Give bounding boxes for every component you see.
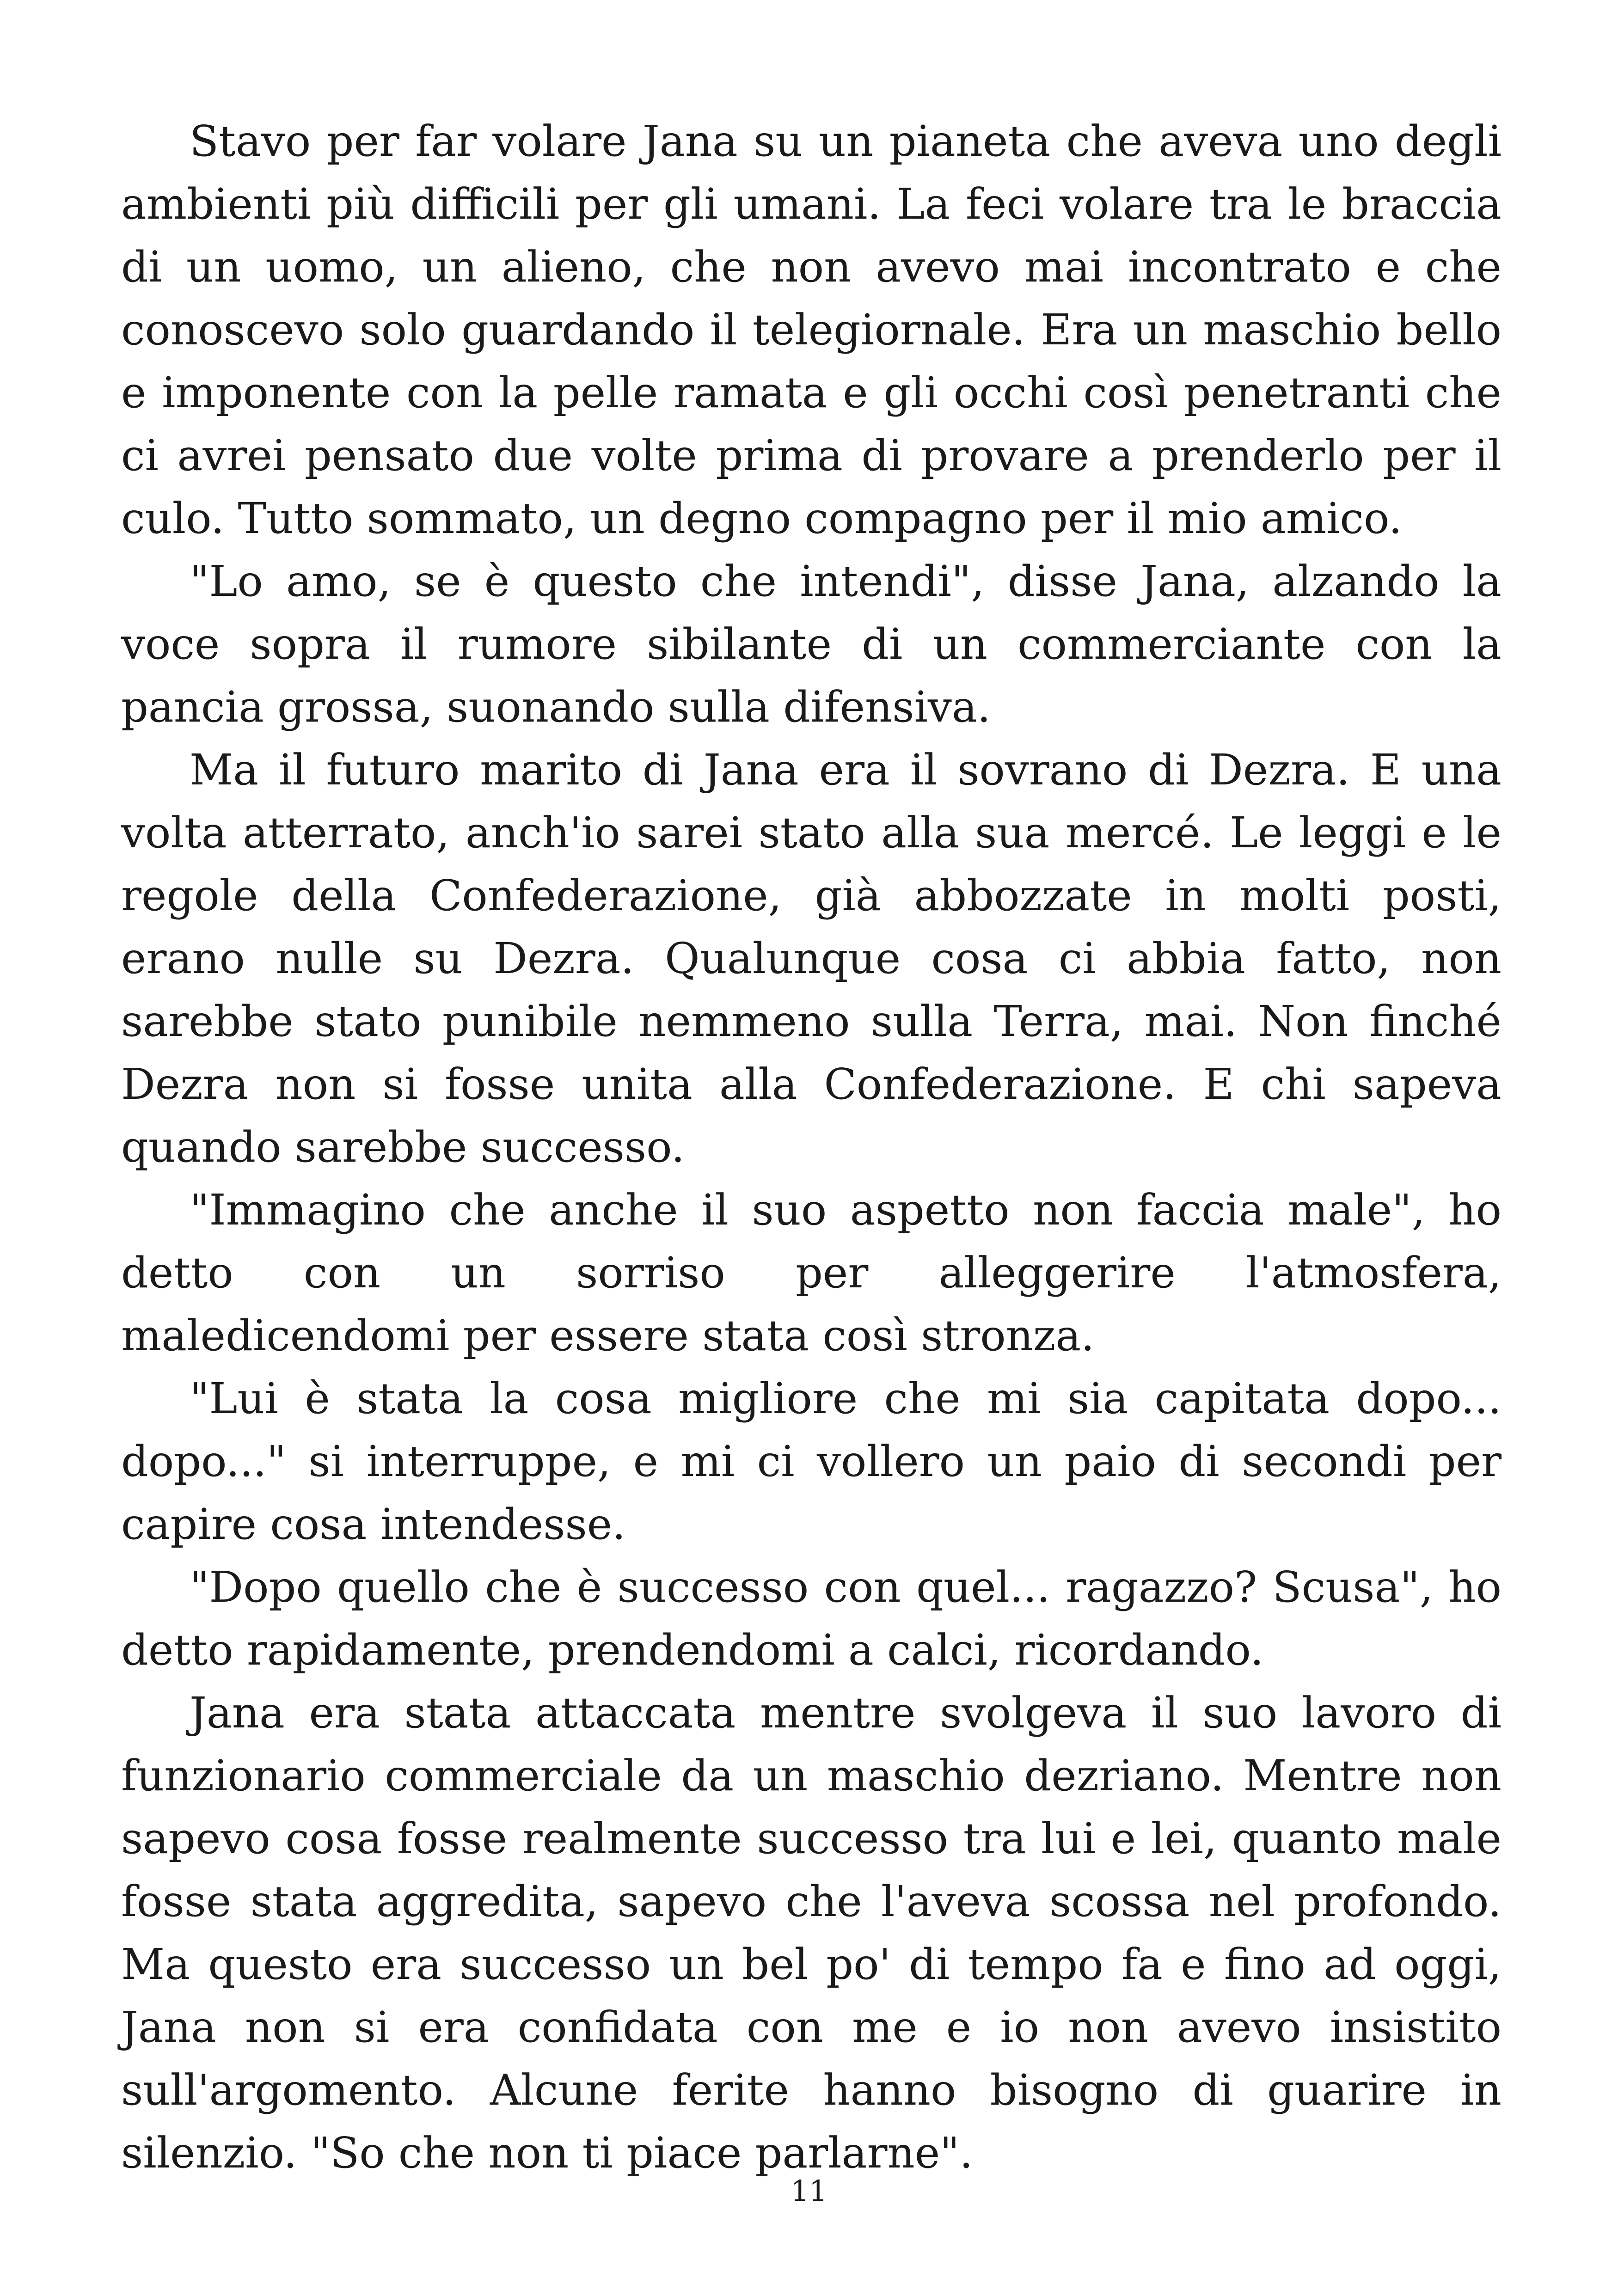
body-text bbox=[121, 110, 1502, 2185]
paragraph-4: "Immagino che anche il suo aspetto non faccia male", ho detto con un sorriso per alleggerire l'atmosfera, maledicendomi per essere stata così stronza. bbox=[121, 1185, 1502, 1360]
paragraph-3: Ma il futuro marito di Jana era il sovrano di Dezra. E una volta atterrato, anch'io sarei stato alla sua mercé. Le leggi e le regole della Confederazione, già abbozzate in molti posti, erano nulle su Dezra. Qualunque cosa ci abbia fatto, non sarebbe stato punibile nemmeno sulla Terra, mai. Non finché Dezra non si fosse unita alla Confederazione. E chi sapeva quando sarebbe successo. bbox=[121, 745, 1502, 1172]
paragraph-2: "Lo amo, se è questo che intendi", disse Jana, alzando la voce sopra il rumore sibilante di un commerciante con la pancia grossa, suonando sulla difensiva. bbox=[121, 557, 1502, 732]
paragraph-1: Stavo per far volare Jana su un pianeta che aveva uno degli ambienti più difficili per gli umani. La feci volare tra le braccia di un uomo, un alieno, che non avevo mai incontrato e che conoscevo solo guardando il telegiornale. Era un maschio bello e imponente con la pelle ramata e gli occhi così penetranti che ci avrei pensato due volte prima di provare a prenderlo per il culo. Tutto sommato, un degno compagno per il mio amico. bbox=[121, 116, 1502, 543]
page-number: 11 bbox=[791, 2174, 827, 2208]
paragraph-6: "Dopo quello che è successo con quel... ragazzo? Scusa", ho detto rapidamente, prendendomi a calci, ricordando. bbox=[121, 1562, 1502, 1675]
paragraph-5: "Lui è stata la cosa migliore che mi sia capitata dopo... dopo..." si interruppe, e mi ci vollero un paio di secondi per capire cosa intendesse. bbox=[121, 1374, 1502, 1549]
paragraph-7: Jana era stata attaccata mentre svolgeva il suo lavoro di funzionario commerciale da un maschio dezriano. Mentre non sapevo cosa fosse realmente successo tra lui e lei, quanto male fosse stata aggredita, sapevo che l'aveva scossa nel profondo. Ma questo era successo un bel po' di tempo fa e fino ad oggi, Jana non si era confidata con me e io non avevo insistito sull'argomento. Alcune ferite hanno bisogno di guarire in silenzio. "So che non ti piace parlarne". bbox=[121, 1688, 1502, 2178]
